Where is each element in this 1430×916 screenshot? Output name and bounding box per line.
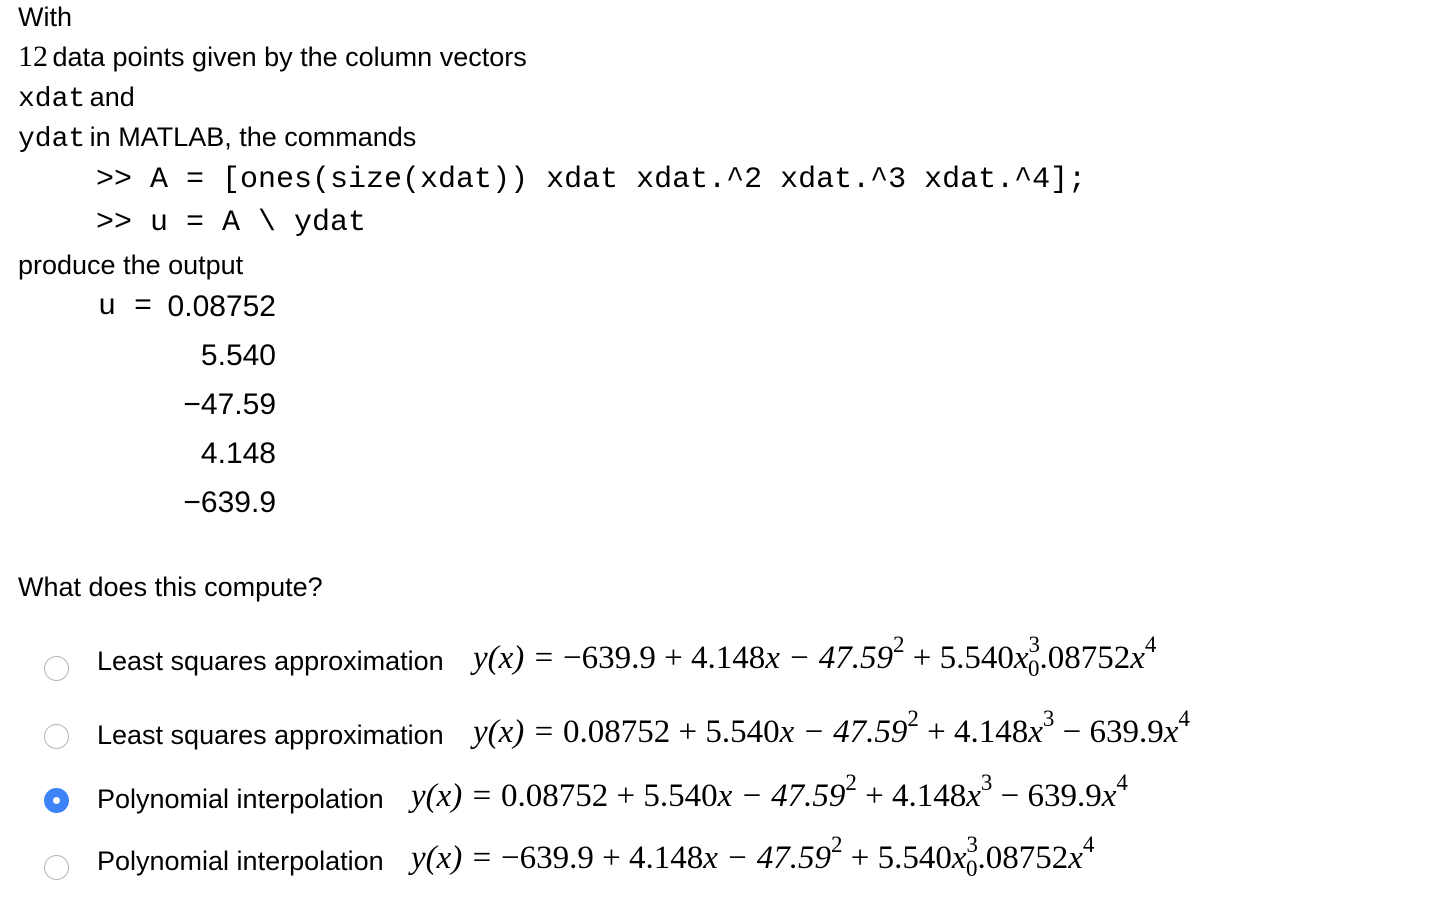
matlab-command-2: >> u = A \ ydat	[96, 206, 367, 240]
xdat-name: xdat	[18, 84, 86, 115]
radio-button-1[interactable]	[44, 656, 69, 681]
answer-label-4: Polynomial interpolation	[97, 846, 384, 876]
u-value-2: 5.540	[200, 339, 276, 372]
answer-option-2[interactable]	[0, 704, 1400, 754]
question-prompt: What does this compute?	[18, 572, 323, 602]
n-points-value: 12	[18, 40, 48, 73]
produce-output-text: produce the output	[18, 250, 244, 280]
answer-label-1: Least squares approximation	[97, 646, 444, 676]
answer-option-4[interactable]	[0, 830, 1400, 880]
answer-label-2: Least squares approximation	[97, 720, 444, 750]
question-line-2-text: data points given by the column vectors	[52, 42, 527, 72]
u-value-3: −47.59	[183, 388, 276, 421]
matlab-command-1: >> A = [ones(size(xdat)) xdat xdat.^2 xdat.^3 xdat.^4];	[96, 163, 1087, 197]
radio-button-4[interactable]	[44, 855, 69, 880]
question-intro-word: With	[18, 2, 72, 32]
u-value-5: −639.9	[183, 486, 276, 519]
u-value-4: 4.148	[200, 437, 276, 470]
answer-equation-3: $y(x) = 0.08752 + 5.540x - 47.59^2 + 4.148x^3 - 639.9x^4$	[411, 770, 1128, 814]
answer-label-3: Polynomial interpolation	[97, 784, 384, 814]
and-word: and	[89, 82, 135, 112]
answer-equation-4: $y(x) = -639.9 + 4.148x - 47.59^2 + 5.540x^3_0.08752x^4$	[411, 832, 1095, 881]
answer-option-3[interactable]	[0, 768, 1400, 818]
u-label: u =	[98, 290, 153, 324]
question-line-2	[18, 40, 527, 74]
question-line-4-text: in MATLAB, the commands	[89, 122, 417, 152]
radio-button-3-selected[interactable]	[44, 788, 69, 813]
answer-equation-1: $y(x) = -639.9 + 4.148x - 47.59^2 + 5.540x^3_0.08752x^4$	[473, 632, 1157, 681]
answer-option-1[interactable]	[0, 630, 1400, 680]
answer-equation-2: $y(x) = 0.08752 + 5.540x - 47.59^2 + 4.148x^3 - 639.9x^4$	[473, 706, 1190, 750]
u-value-1: 0.08752	[167, 290, 276, 323]
radio-button-2[interactable]	[44, 724, 69, 749]
u-output	[98, 290, 152, 324]
question-line-4	[18, 122, 416, 155]
ydat-name: ydat	[18, 124, 86, 155]
question-line-3	[18, 82, 135, 115]
